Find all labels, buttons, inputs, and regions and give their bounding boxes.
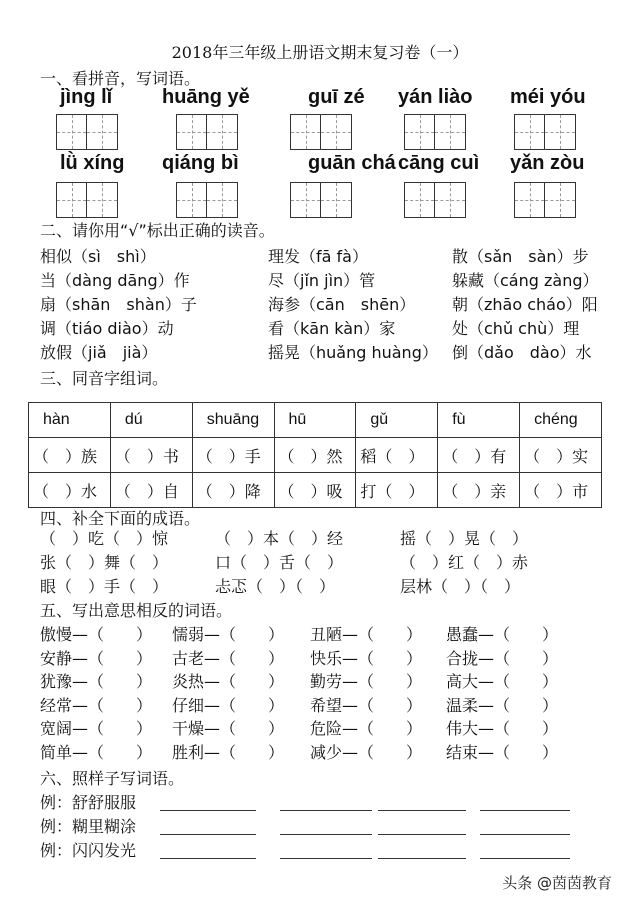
pinyin-cell: shuāng bbox=[192, 403, 274, 438]
pinyin-label: jìng lǐ bbox=[60, 86, 113, 108]
antonym-item[interactable]: 愚蠢—（ ） bbox=[446, 625, 559, 644]
example-label: 例：闪闪发光 bbox=[40, 841, 137, 860]
antonym-item[interactable]: 安静—（ ） bbox=[40, 648, 153, 668]
pinyin-cell: hàn bbox=[29, 403, 111, 438]
antonym-item[interactable]: 宽阔—（ ） bbox=[40, 719, 153, 738]
writing-cell[interactable] bbox=[57, 115, 87, 149]
antonym-item[interactable]: 伟大—（ ） bbox=[446, 719, 559, 738]
blank-cell[interactable]: （ ）自 bbox=[110, 473, 192, 508]
antonym-item[interactable]: 合拢—（ ） bbox=[446, 648, 559, 668]
writing-cell[interactable] bbox=[405, 183, 435, 217]
pinyin-label: yán liào bbox=[398, 86, 473, 108]
pinyin-cell: fù bbox=[438, 403, 520, 438]
answer-line[interactable] bbox=[378, 858, 466, 859]
blank-cell[interactable]: （ ）族 bbox=[29, 438, 111, 473]
pronunciation-item[interactable]: 扇（shān shàn）子 bbox=[40, 295, 197, 314]
antonym-item[interactable]: 危险—（ ） bbox=[310, 719, 423, 738]
pronunciation-item[interactable]: 调（tiáo diào）动 bbox=[40, 319, 174, 338]
blank-cell[interactable]: （ ）市 bbox=[520, 473, 602, 508]
answer-line[interactable] bbox=[378, 834, 466, 835]
table-row bbox=[29, 473, 602, 508]
pinyin-cell: gǔ bbox=[356, 403, 438, 438]
pronunciation-item[interactable]: 看（kān kàn）家 bbox=[268, 319, 396, 338]
writing-cell[interactable] bbox=[207, 115, 237, 149]
pinyin-label: guī zé bbox=[308, 86, 365, 108]
pronunciation-item[interactable]: 相似（sì shì） bbox=[40, 247, 156, 266]
example-label: 例：舒舒服服 bbox=[40, 793, 137, 812]
idiom-item[interactable]: 眼（ ）手（ ） bbox=[40, 577, 169, 596]
writing-cell[interactable] bbox=[87, 183, 117, 217]
writing-cell[interactable] bbox=[177, 115, 207, 149]
idiom-item[interactable]: 摇（ ）晃（ ） bbox=[400, 529, 529, 548]
blank-cell[interactable]: （ ）吸 bbox=[274, 473, 356, 508]
antonym-item[interactable]: 简单—（ ） bbox=[40, 742, 153, 762]
blank-cell[interactable]: 稻（ ） bbox=[356, 438, 438, 473]
blank-cell[interactable]: （ ）亲 bbox=[438, 473, 520, 508]
writing-box[interactable] bbox=[404, 182, 466, 218]
blank-cell[interactable]: （ ）降 bbox=[192, 473, 274, 508]
writing-box[interactable] bbox=[56, 182, 118, 218]
pinyin-label: huāng yě bbox=[162, 86, 250, 108]
antonym-item[interactable]: 干燥—（ ） bbox=[172, 719, 285, 738]
writing-cell[interactable] bbox=[291, 183, 321, 217]
idiom-item[interactable]: （ ）红（ ）赤 bbox=[400, 553, 529, 572]
pronunciation-item[interactable]: 朝（zhāo cháo）阳 bbox=[452, 295, 598, 314]
answer-line[interactable] bbox=[160, 834, 256, 835]
antonym-item[interactable]: 减少—（ ） bbox=[310, 742, 423, 762]
pinyin-label: yǎn zòu bbox=[510, 152, 585, 174]
writing-cell[interactable] bbox=[545, 115, 575, 149]
pronunciation-item[interactable]: 当（dàng dāng）作 bbox=[40, 271, 190, 290]
writing-box[interactable] bbox=[176, 114, 238, 150]
pinyin-label: cāng cuì bbox=[398, 152, 480, 174]
pinyin-cell: chéng bbox=[520, 403, 602, 438]
pronunciation-item[interactable]: 散（sǎn sàn）步 bbox=[452, 247, 589, 266]
pinyin-label: lǜ xíng bbox=[60, 152, 125, 174]
writing-cell[interactable] bbox=[405, 115, 435, 149]
antonym-item[interactable]: 结束—（ ） bbox=[446, 742, 559, 762]
writing-cell[interactable] bbox=[177, 183, 207, 217]
antonym-item[interactable]: 仔细—（ ） bbox=[172, 695, 285, 715]
table-row bbox=[29, 438, 602, 473]
section-3-heading: 三、同音字组词。 bbox=[40, 369, 169, 388]
antonym-item[interactable]: 勤劳—（ ） bbox=[310, 672, 423, 691]
blank-cell[interactable]: （ ）手 bbox=[192, 438, 274, 473]
watermark: 头条 @茵茵教育 bbox=[502, 874, 612, 892]
section-2-heading: 二、请你用“√”标出正确的读音。 bbox=[40, 221, 275, 240]
antonym-item[interactable]: 炎热—（ ） bbox=[172, 672, 285, 691]
idiom-item[interactable]: 忐忑（ ）（ ） bbox=[215, 577, 336, 596]
pronunciation-item[interactable]: 理发（fā fà） bbox=[268, 247, 368, 266]
pronunciation-item[interactable]: 躲藏（cáng zàng） bbox=[452, 271, 599, 290]
writing-box[interactable] bbox=[514, 182, 576, 218]
answer-line[interactable] bbox=[378, 810, 466, 811]
antonym-item[interactable]: 古老—（ ） bbox=[172, 648, 285, 668]
writing-cell[interactable] bbox=[515, 115, 545, 149]
writing-cell[interactable] bbox=[321, 115, 351, 149]
pronunciation-item[interactable]: 处（chǔ chù）理 bbox=[452, 319, 580, 338]
example-label: 例：糊里糊涂 bbox=[40, 817, 137, 836]
answer-line[interactable] bbox=[160, 858, 256, 859]
pronunciation-item[interactable]: 海参（cān shēn） bbox=[268, 295, 416, 314]
antonym-item[interactable]: 胜利—（ ） bbox=[172, 742, 285, 762]
idiom-item[interactable]: 口（ ）舌（ ） bbox=[215, 553, 344, 572]
section-6-heading: 六、照样子写词语。 bbox=[40, 769, 185, 788]
antonym-item[interactable]: 温柔—（ ） bbox=[446, 695, 559, 715]
answer-line[interactable] bbox=[280, 858, 372, 859]
pinyin-label: guān chá bbox=[308, 152, 396, 174]
writing-cell[interactable] bbox=[57, 183, 87, 217]
antonym-item[interactable]: 丑陋—（ ） bbox=[310, 625, 423, 644]
section-4-heading: 四、补全下面的成语。 bbox=[40, 509, 201, 528]
writing-box[interactable] bbox=[514, 114, 576, 150]
writing-cell[interactable] bbox=[87, 115, 117, 149]
antonym-item[interactable]: 经常—（ ） bbox=[40, 695, 153, 715]
idiom-item[interactable]: 层林（ ）（ ） bbox=[400, 577, 521, 596]
pinyin-cell: hū bbox=[274, 403, 356, 438]
writing-box[interactable] bbox=[176, 182, 238, 218]
writing-cell[interactable] bbox=[435, 183, 465, 217]
writing-cell[interactable] bbox=[321, 183, 351, 217]
idiom-item[interactable]: 张（ ）舞（ ） bbox=[40, 553, 169, 572]
pronunciation-item[interactable]: 尽（jǐn jìn）管 bbox=[268, 271, 376, 290]
blank-cell[interactable]: （ ）书 bbox=[110, 438, 192, 473]
antonym-item[interactable]: 犹豫—（ ） bbox=[40, 672, 153, 691]
section-1-heading: 一、看拼音，写词语。 bbox=[40, 69, 201, 88]
writing-cell[interactable] bbox=[207, 183, 237, 217]
pronunciation-item[interactable]: 倒（dǎo dào）水 bbox=[452, 343, 592, 362]
homophone-table bbox=[28, 402, 602, 508]
antonym-item[interactable]: 傲慢—（ ） bbox=[40, 625, 153, 644]
answer-line[interactable] bbox=[160, 810, 256, 811]
idiom-item[interactable]: （ ）吃（ ）惊 bbox=[40, 529, 169, 548]
answer-line[interactable] bbox=[480, 834, 570, 835]
answer-line[interactable] bbox=[480, 810, 570, 811]
blank-cell[interactable]: （ ）有 bbox=[438, 438, 520, 473]
antonym-item[interactable]: 高大—（ ） bbox=[446, 672, 559, 691]
section-5-heading: 五、写出意思相反的词语。 bbox=[40, 601, 233, 620]
answer-line[interactable] bbox=[480, 858, 570, 859]
pronunciation-item[interactable]: 放假（jiǎ jià） bbox=[40, 343, 158, 362]
blank-cell[interactable]: （ ）然 bbox=[274, 438, 356, 473]
writing-box[interactable] bbox=[404, 114, 466, 150]
writing-cell[interactable] bbox=[291, 115, 321, 149]
idiom-item[interactable]: （ ）本（ ）经 bbox=[215, 529, 344, 548]
writing-box[interactable] bbox=[290, 182, 352, 218]
blank-cell[interactable]: （ ）实 bbox=[520, 438, 602, 473]
page-title: 2018年三年级上册语文期末复习卷（一） bbox=[171, 43, 469, 62]
writing-box[interactable] bbox=[290, 114, 352, 150]
antonym-item[interactable]: 快乐—（ ） bbox=[310, 648, 423, 668]
blank-cell[interactable]: （ ）水 bbox=[29, 473, 111, 508]
writing-cell[interactable] bbox=[435, 115, 465, 149]
pinyin-label: qiáng bì bbox=[162, 152, 239, 174]
pinyin-cell: dú bbox=[110, 403, 192, 438]
writing-box[interactable] bbox=[56, 114, 118, 150]
antonym-item[interactable]: 懦弱—（ ） bbox=[172, 625, 285, 644]
table-row bbox=[29, 403, 602, 438]
answer-line[interactable] bbox=[280, 810, 372, 811]
answer-line[interactable] bbox=[280, 834, 372, 835]
blank-cell[interactable]: 打（ ） bbox=[356, 473, 438, 508]
pinyin-label: méi yóu bbox=[510, 86, 586, 108]
writing-cell[interactable] bbox=[545, 183, 575, 217]
pronunciation-item[interactable]: 摇晃（huǎng huàng） bbox=[268, 343, 438, 362]
writing-cell[interactable] bbox=[515, 183, 545, 217]
antonym-item[interactable]: 希望—（ ） bbox=[310, 695, 423, 715]
